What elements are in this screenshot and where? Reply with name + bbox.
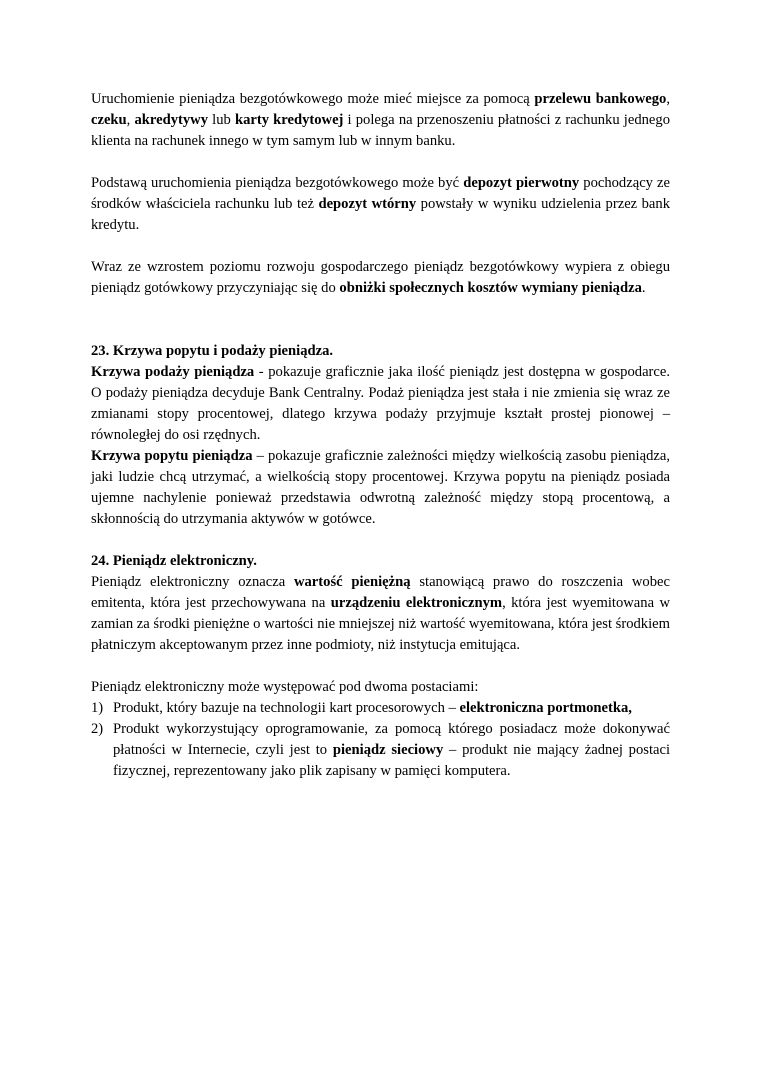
text-span: stanowiącą prawo do roszczenia wobec emitenta, która jest przechowywana na — [91, 574, 670, 611]
bold-term: urządzeniu elektronicznym — [330, 595, 503, 611]
bold-term: czeku — [91, 112, 127, 128]
spacer — [91, 299, 670, 341]
spacer — [91, 236, 670, 257]
text-span: pochodzący ze środków właściciela rachunku lub też — [91, 175, 671, 212]
text-span: , — [126, 112, 135, 128]
list-item — [91, 719, 670, 782]
bold-term: elektroniczna portmonetka, — [459, 700, 632, 716]
bold-term: depozyt wtórny — [318, 196, 417, 212]
paragraph-demand-curve — [91, 446, 670, 530]
paragraph-noncash-activation — [91, 89, 670, 152]
text-span: Wraz ze wzrostem poziomu rozwoju gospodarczego pieniądz bezgotówkowy wypiera z obiegu pieniądz gotówkowy przyczyniając się do — [91, 259, 670, 296]
bold-term: Krzywa popytu pieniądza — [91, 448, 253, 464]
text-span: lub — [208, 112, 235, 128]
bold-term: Krzywa podaży pieniądza — [91, 364, 255, 380]
text-span: - pokazuje graficznie jaka ilość pieniądz jest dostępna w gospodarce. O podaży pieniądza decyduje Bank Centralny. Podaż pieniądza jest stała i nie zmienia się wraz ze zmianami stopy procentowej, dlatego krzywa podaży przyjmuje kształt prostej pionowej – równoległej do osi rzędnych. — [91, 364, 671, 443]
text-span: , która jest wyemitowana w zamian za środki pieniężne o wartości nie mniejszej niż wartość wyemitowana, która jest środkiem płatniczym akceptowanym przez inne podmioty, niż instytucja emitująca. — [91, 595, 670, 653]
paragraph-forms-intro: Pieniądz elektroniczny może występować pod dwoma postaciami: — [91, 679, 479, 695]
paragraph-supply-curve — [91, 362, 670, 446]
text-span: – produkt nie mający żadnej postaci fizycznej, reprezentowany jako plik zapisany w pamięci komputera. — [113, 742, 671, 779]
text-span: Produkt wykorzystujący oprogramowanie, za pomocą którego posiadacz może dokonywać płatności w Internecie, czyli jest to — [113, 721, 670, 758]
list-number: 1) — [91, 700, 104, 716]
paragraph-economic-development — [91, 257, 670, 299]
spacer — [91, 530, 670, 551]
bold-term: karty kredytowej — [234, 112, 344, 128]
text-span: Produkt, który bazuje na technologii kart procesorowych – — [113, 700, 460, 716]
spacer — [91, 152, 670, 173]
bold-term: przelewu bankowego — [534, 91, 667, 107]
bold-term: akredytywy — [134, 112, 208, 128]
section-heading-24: 24. Pieniądz elektroniczny. — [91, 553, 257, 569]
list-number: 2) — [91, 721, 104, 737]
forms-list — [91, 698, 670, 782]
bold-term: depozyt pierwotny — [463, 175, 580, 191]
text-span: , — [666, 91, 670, 107]
list-item — [91, 698, 670, 719]
text-span: – pokazuje graficznie zależności między wielkością zasobu pieniądza, jaki ludzie chcą utrzymać, a wielkością stopy procentowej. Krzywa popytu na pieniądz posiada ujemne nachylenie ponieważ przedstawia odwrotną zależność między stopą procentową, a skłonnością do utrzymania aktywów w gotówce. — [91, 448, 670, 527]
text-span: i polega na przenoszeniu płatności z rachunku jednego klienta na rachunek innego w tym samym lub w innym banku. — [91, 112, 670, 149]
paragraph-electronic-money-definition — [91, 572, 670, 656]
bold-term: obniżki społecznych kosztów wymiany pieniądza — [339, 280, 642, 296]
bold-term: pieniądz sieciowy — [332, 742, 444, 758]
section-heading-23: 23. Krzywa popytu i podaży pieniądza. — [91, 343, 334, 359]
bold-term: wartość pieniężną — [293, 574, 411, 590]
text-span: Uruchomienie pieniądza bezgotówkowego może mieć miejsce za pomocą — [91, 91, 535, 107]
text-span: powstały w wyniku udzielenia przez bank kredytu. — [91, 196, 670, 233]
document-page — [91, 89, 670, 782]
text-span: Podstawą uruchomienia pieniądza bezgotówkowego może być — [91, 175, 464, 191]
text-span: Pieniądz elektroniczny oznacza — [91, 574, 294, 590]
spacer — [91, 656, 670, 677]
paragraph-deposit-basis — [91, 173, 670, 236]
text-span: . — [641, 280, 646, 296]
